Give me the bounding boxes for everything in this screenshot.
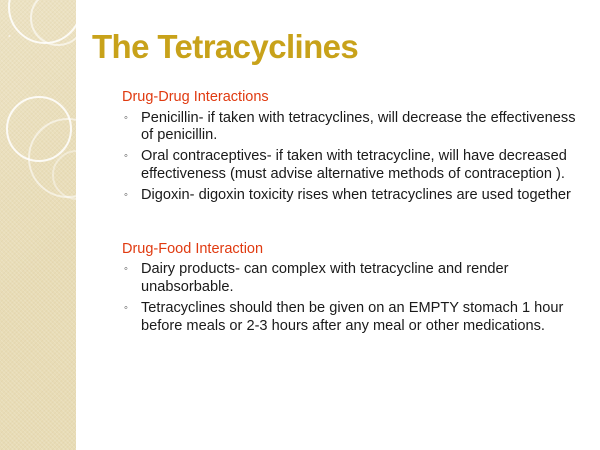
list-item	[122, 300, 584, 336]
list-item	[122, 110, 584, 146]
list-item-text: Penicillin- if taken with tetracyclines, will decrease the effectiveness of penicillin.	[141, 109, 576, 144]
bullet-marker-icon: ◦	[124, 188, 128, 201]
bullet-marker-icon: ◦	[124, 150, 128, 163]
list-item	[122, 261, 584, 297]
section-drug-drug	[122, 88, 584, 205]
section-heading: Drug-Food Interaction	[122, 240, 264, 257]
bullet-list	[122, 261, 584, 335]
band-edge-divider	[76, 0, 78, 450]
bullet-marker-icon: ◦	[124, 263, 128, 276]
slide-body	[122, 88, 584, 338]
list-item-text: Tetracyclines should then be given on an EMPTY stomach 1 hour before meals or 2-3 hours after any meal or other medications.	[141, 299, 564, 334]
section-heading: Drug-Drug Interactions	[122, 89, 269, 105]
bullet-marker-icon: ◦	[124, 301, 128, 314]
list-item-text: Oral contraceptives- if taken with tetracycline, will have decreased effectiveness (must advise alternative methods of contraception ).	[141, 148, 567, 182]
section-drug-food	[122, 240, 584, 336]
slide-title: The Tetracyclines	[92, 28, 359, 65]
list-item-text: Dairy products- can complex with tetracycline and render unabsorbable.	[141, 261, 509, 295]
list-item	[122, 187, 584, 205]
band-texture	[0, 0, 78, 450]
bullet-list	[122, 110, 584, 205]
decorative-left-band	[0, 0, 78, 450]
bullet-marker-icon: ◦	[124, 111, 128, 124]
list-item	[122, 148, 584, 184]
list-item-text: Digoxin- digoxin toxicity rises when tetracyclines are used together	[141, 186, 571, 203]
section-spacer	[122, 208, 584, 240]
